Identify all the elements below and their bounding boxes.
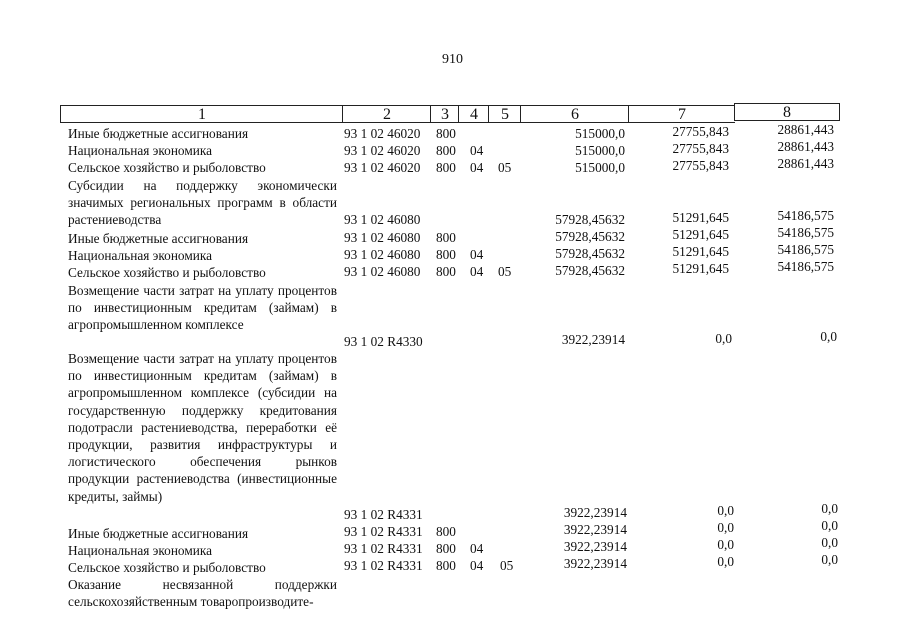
row-code: 93 1 02 R4330 bbox=[344, 334, 423, 349]
row-col-6: 57928,45632 bbox=[555, 263, 625, 278]
row-vr: 800 bbox=[436, 143, 456, 158]
row-name: Сельское хозяйство и рыболовство bbox=[68, 160, 266, 175]
row-name: Возмещение части затрат на уплату процентов по инвестиционным кредитам (займам) в агропромышленном комплексе (субсидии на государственную поддержку кредитования подотрасли растениеводства, переработки её продукции, развития инфраструктуры и логистического обеспечения рынков продукции растениеводства (инвестиционные кредиты, займы) bbox=[68, 351, 337, 504]
row-col-8: 54186,575 bbox=[777, 208, 834, 223]
row-rz: 04 bbox=[470, 558, 484, 573]
row-pr: 05 bbox=[498, 160, 512, 175]
row-rz: 04 bbox=[470, 541, 484, 556]
row-col-6: 57928,45632 bbox=[555, 212, 625, 227]
row-col-8: 0,0 bbox=[821, 501, 838, 516]
row-col-6: 3922,23914 bbox=[561, 332, 625, 347]
row-col-6: 3922,23914 bbox=[563, 556, 627, 571]
row-col-8: 54186,575 bbox=[777, 259, 834, 274]
row-col-6: 3922,23914 bbox=[563, 505, 627, 520]
row-code: 93 1 02 46020 bbox=[344, 126, 421, 141]
row-name: Возмещение части затрат на уплату процентов по инвестиционным кредитам (займам) в агропромышленном комплексе bbox=[68, 283, 337, 333]
row-name: Национальная экономика bbox=[68, 248, 213, 263]
row-col-7: 0,0 bbox=[717, 537, 734, 552]
row-rz: 04 bbox=[470, 143, 484, 158]
row-rz: 04 bbox=[470, 160, 484, 175]
row-code: 93 1 02 46080 bbox=[344, 264, 421, 279]
row-col-6: 515000,0 bbox=[575, 126, 625, 141]
row-col-8: 28861,443 bbox=[777, 156, 834, 171]
row-name: Иные бюджетные ассигнования bbox=[68, 526, 249, 541]
row-col-8: 0,0 bbox=[821, 518, 838, 533]
row-col-7: 27755,843 bbox=[672, 124, 729, 139]
header-col-8: 8 bbox=[734, 103, 840, 121]
header-col-7: 7 bbox=[628, 105, 735, 123]
row-pr: 05 bbox=[500, 558, 514, 573]
row-col-7: 0,0 bbox=[717, 503, 734, 518]
row-col-8: 0,0 bbox=[820, 329, 837, 344]
row-code: 93 1 02 46080 bbox=[344, 247, 421, 262]
row-pr: 05 bbox=[498, 264, 512, 279]
header-col-6: 6 bbox=[520, 105, 629, 123]
row-vr: 800 bbox=[436, 160, 456, 175]
row-name: Субсидии на поддержку экономически значимых региональных программ в области растениеводства bbox=[68, 178, 337, 228]
row-col-8: 54186,575 bbox=[777, 225, 834, 240]
row-col-6: 515000,0 bbox=[575, 143, 625, 158]
row-vr: 800 bbox=[436, 230, 456, 245]
row-col-8: 28861,443 bbox=[777, 122, 834, 137]
row-col-6: 3922,23914 bbox=[563, 522, 627, 537]
row-name: Иные бюджетные ассигнования bbox=[68, 231, 249, 246]
row-col-7: 0,0 bbox=[715, 331, 732, 346]
row-col-7: 51291,645 bbox=[672, 227, 729, 242]
header-col-4: 4 bbox=[458, 105, 489, 123]
row-col-6: 57928,45632 bbox=[555, 229, 625, 244]
row-col-7: 51291,645 bbox=[672, 244, 729, 259]
row-vr: 800 bbox=[436, 247, 456, 262]
row-name: Сельское хозяйство и рыболовство bbox=[68, 560, 266, 575]
row-col-8: 54186,575 bbox=[777, 242, 834, 257]
header-col-2: 2 bbox=[342, 105, 431, 123]
row-col-8: 0,0 bbox=[821, 552, 838, 567]
row-name: Иные бюджетные ассигнования bbox=[68, 126, 249, 141]
row-code: 93 1 02 R4331 bbox=[344, 524, 423, 539]
row-code: 93 1 02 R4331 bbox=[344, 541, 423, 556]
header-col-1: 1 bbox=[60, 105, 343, 123]
row-col-8: 0,0 bbox=[821, 535, 838, 550]
row-col-8: 28861,443 bbox=[777, 139, 834, 154]
row-code: 93 1 02 46020 bbox=[344, 160, 421, 175]
header-col-5: 5 bbox=[488, 105, 521, 123]
row-name: Оказание несвязанной поддержки сельскохозяйственным товаропроизводите- bbox=[68, 577, 337, 610]
row-vr: 800 bbox=[436, 264, 456, 279]
row-code: 93 1 02 46020 bbox=[344, 143, 421, 158]
row-col-7: 51291,645 bbox=[672, 261, 729, 276]
row-col-7: 27755,843 bbox=[672, 141, 729, 156]
row-col-7: 0,0 bbox=[717, 520, 734, 535]
row-col-7: 51291,645 bbox=[672, 210, 729, 225]
page-number: 910 bbox=[442, 52, 463, 67]
row-col-6: 515000,0 bbox=[575, 160, 625, 175]
row-name: Национальная экономика bbox=[68, 143, 213, 158]
row-name: Национальная экономика bbox=[68, 543, 213, 558]
row-rz: 04 bbox=[470, 264, 484, 279]
row-vr: 800 bbox=[436, 558, 456, 573]
row-code: 93 1 02 46080 bbox=[344, 230, 421, 245]
row-vr: 800 bbox=[436, 524, 456, 539]
row-col-7: 27755,843 bbox=[672, 158, 729, 173]
row-col-7: 0,0 bbox=[717, 554, 734, 569]
row-code: 93 1 02 R4331 bbox=[344, 558, 423, 573]
row-code: 93 1 02 46080 bbox=[344, 212, 421, 227]
row-vr: 800 bbox=[436, 126, 456, 141]
row-rz: 04 bbox=[470, 247, 484, 262]
row-col-6: 57928,45632 bbox=[555, 246, 625, 261]
row-code: 93 1 02 R4331 bbox=[344, 507, 423, 522]
row-col-6: 3922,23914 bbox=[563, 539, 627, 554]
header-col-3: 3 bbox=[430, 105, 459, 123]
row-vr: 800 bbox=[436, 541, 456, 556]
row-name: Сельское хозяйство и рыболовство bbox=[68, 265, 266, 280]
